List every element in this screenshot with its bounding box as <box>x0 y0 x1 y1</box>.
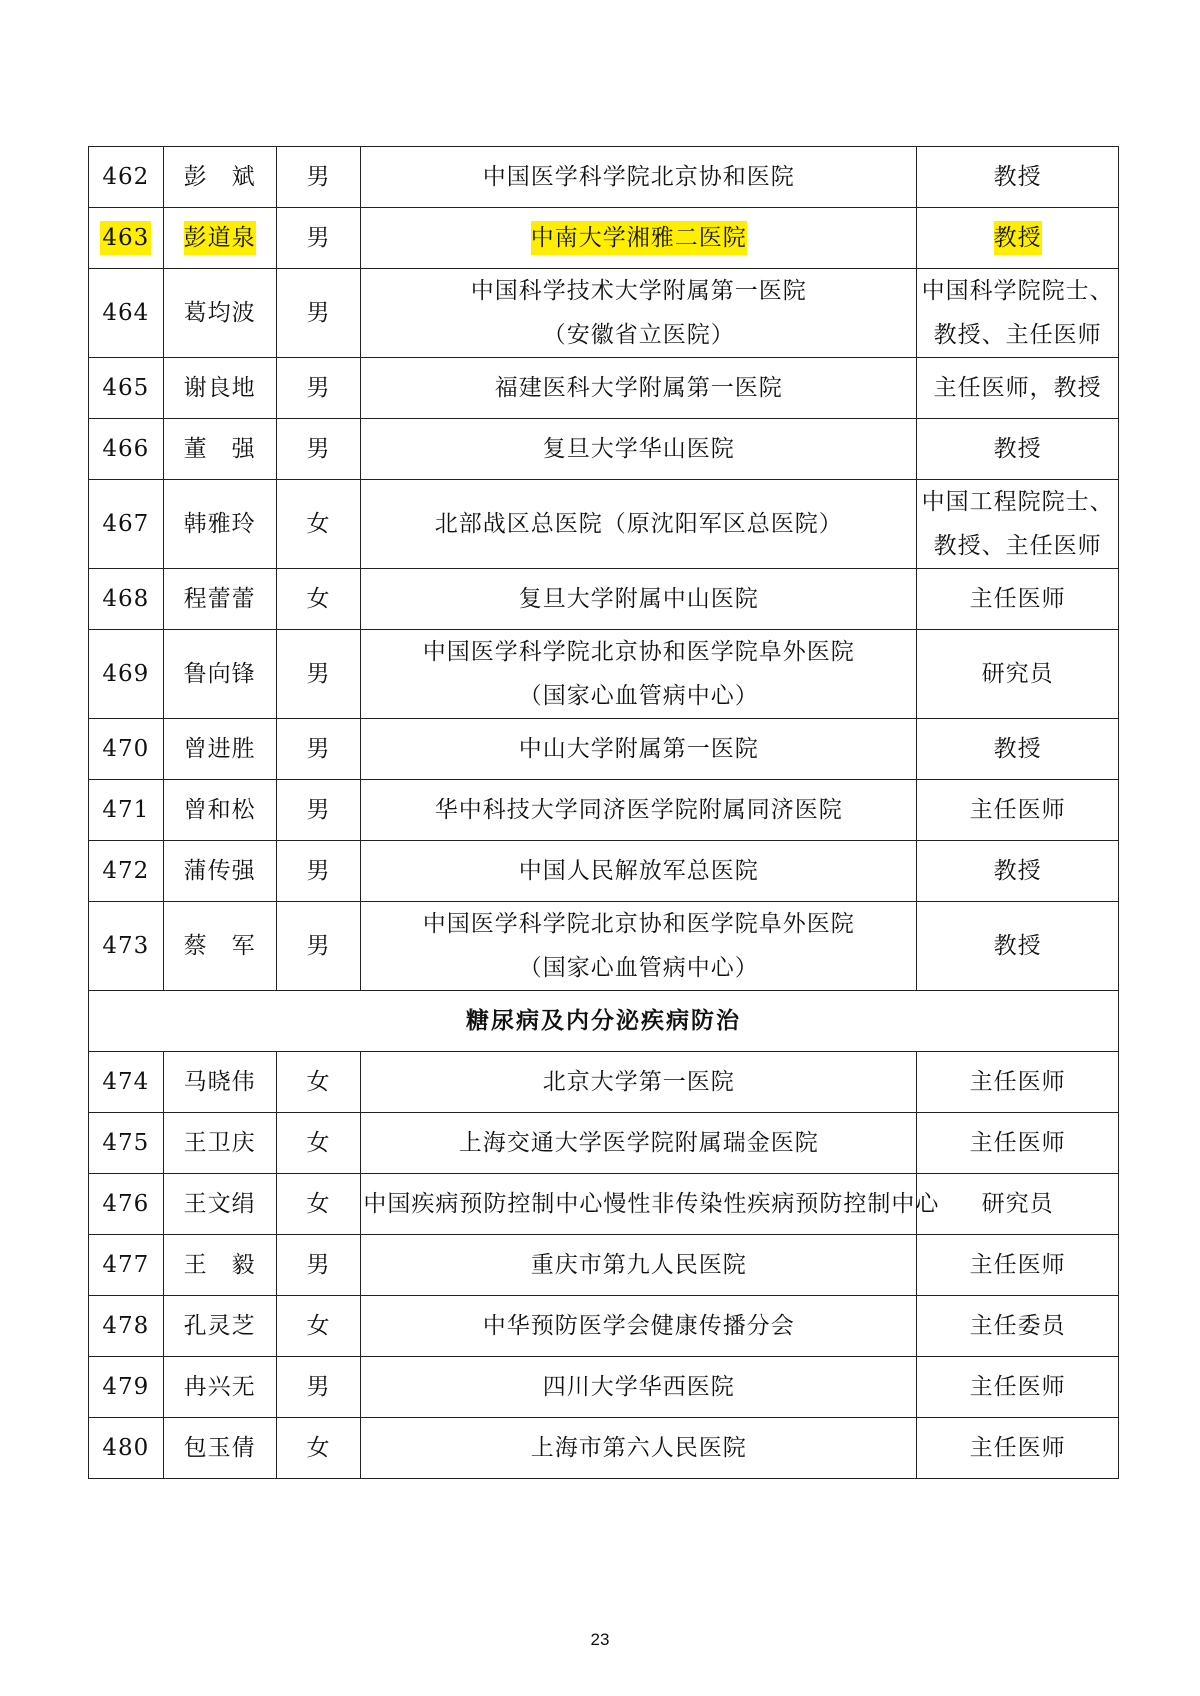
job-title <box>917 1357 1119 1418</box>
job-title-text: 教授、主任医师 <box>933 533 1102 559</box>
gender-text: 女 <box>306 1130 331 1156</box>
job-title <box>917 480 1119 569</box>
job-title <box>917 902 1119 991</box>
job-title-text: 研究员 <box>981 661 1054 687</box>
work-unit <box>361 1296 917 1357</box>
job-title-text: 主任医师，教授 <box>933 375 1102 401</box>
row-number-text: 463 <box>100 221 151 255</box>
job-title-text: 主任医师 <box>969 1435 1066 1461</box>
job-title-text: 主任医师 <box>969 1374 1066 1400</box>
gender-text: 男 <box>306 1374 331 1400</box>
table-row <box>89 208 1119 269</box>
row-number-text: 480 <box>102 1435 150 1461</box>
job-title-text: 教授 <box>993 858 1042 884</box>
table-row <box>89 1357 1119 1418</box>
row-number <box>89 630 164 719</box>
gender-text: 女 <box>306 1313 331 1339</box>
table-row <box>89 630 1119 719</box>
job-title-text: 教授 <box>994 221 1042 255</box>
gender-text: 女 <box>306 586 331 612</box>
table-row <box>89 1174 1119 1235</box>
job-title-text: 主任医师 <box>969 1069 1066 1095</box>
work-unit <box>361 780 917 841</box>
gender <box>276 1052 361 1113</box>
job-title-text: 主任医师 <box>969 586 1066 612</box>
work-unit-text: 中国疾病预防控制中心慢性非传染性疾病预防控制中心 <box>363 1191 940 1217</box>
person-name-text: 程蕾蕾 <box>183 586 256 612</box>
person-name-text: 彭 斌 <box>183 164 256 190</box>
work-unit-text: 北京大学第一医院 <box>542 1069 735 1095</box>
table-row <box>89 569 1119 630</box>
work-unit <box>361 1174 940 1235</box>
work-unit <box>361 1418 917 1479</box>
table-row <box>89 269 1119 358</box>
job-title-text: 教授 <box>993 933 1042 959</box>
person-name <box>163 569 276 630</box>
row-number <box>89 569 164 630</box>
person-name <box>163 208 276 269</box>
row-number <box>89 1296 164 1357</box>
person-name-text: 曾和松 <box>183 797 256 823</box>
row-number-text: 471 <box>102 797 150 823</box>
row-number <box>89 419 164 480</box>
row-number-text: 476 <box>102 1191 150 1217</box>
row-number <box>89 719 164 780</box>
gender <box>276 841 361 902</box>
gender <box>276 147 361 208</box>
gender <box>276 719 361 780</box>
person-name-text: 鲁向锋 <box>183 661 256 687</box>
job-title-text: 主任医师 <box>969 797 1066 823</box>
person-name-text: 曾进胜 <box>183 736 256 762</box>
work-unit <box>361 630 917 719</box>
job-title <box>917 1296 1119 1357</box>
gender <box>276 1174 361 1235</box>
row-number <box>89 841 164 902</box>
gender-text: 女 <box>306 511 331 537</box>
person-name-text: 王卫庆 <box>183 1130 256 1156</box>
work-unit-text: 中国医学科学院北京协和医学院阜外医院 <box>422 639 855 665</box>
row-number <box>89 208 164 269</box>
job-title-text: 教授 <box>993 164 1042 190</box>
row-number-text: 473 <box>102 933 150 959</box>
gender <box>276 1418 361 1479</box>
gender-text: 男 <box>306 436 331 462</box>
job-title <box>917 719 1119 780</box>
work-unit <box>361 719 917 780</box>
work-unit <box>361 419 917 480</box>
section-header-row <box>89 991 1119 1052</box>
table-row <box>89 419 1119 480</box>
work-unit-text: 华中科技大学同济医学院附属同济医院 <box>434 797 843 823</box>
person-name <box>163 269 276 358</box>
work-unit-text: 北部战区总医院（原沈阳军区总医院） <box>434 511 843 537</box>
person-name-text: 包玉倩 <box>183 1435 256 1461</box>
row-number-text: 466 <box>102 436 150 462</box>
gender <box>276 208 361 269</box>
job-title <box>917 208 1119 269</box>
person-name <box>163 1296 276 1357</box>
gender-text: 男 <box>306 300 331 326</box>
row-number-text: 465 <box>102 375 150 401</box>
table-row <box>89 902 1119 991</box>
work-unit-text: 复旦大学附属中山医院 <box>518 586 759 612</box>
work-unit-text: 复旦大学华山医院 <box>542 436 735 462</box>
row-number <box>89 1052 164 1113</box>
gender <box>276 269 361 358</box>
person-name <box>163 1235 276 1296</box>
gender-text: 女 <box>306 1191 331 1217</box>
row-number-text: 470 <box>102 736 150 762</box>
gender <box>276 630 361 719</box>
job-title <box>917 630 1119 719</box>
row-number <box>89 480 164 569</box>
gender <box>276 1113 361 1174</box>
work-unit-text: 重庆市第九人民医院 <box>530 1252 747 1278</box>
table-row <box>89 480 1119 569</box>
work-unit-text: 中国医学科学院北京协和医学院阜外医院 <box>422 911 855 937</box>
gender-text: 男 <box>306 375 331 401</box>
row-number <box>89 1174 164 1235</box>
job-title-text: 教授、主任医师 <box>933 322 1102 348</box>
row-number-text: 464 <box>102 300 150 326</box>
row-number <box>89 1113 164 1174</box>
person-name <box>163 147 276 208</box>
person-name-text: 彭道泉 <box>184 221 256 255</box>
person-name-text: 王 毅 <box>183 1252 256 1278</box>
work-unit <box>361 480 917 569</box>
work-unit-text: （国家心血管病中心） <box>518 683 759 709</box>
page-number: 23 <box>590 1630 610 1649</box>
job-title-text: 研究员 <box>981 1191 1054 1217</box>
person-name-text: 马晓伟 <box>183 1069 256 1095</box>
row-number-text: 479 <box>102 1374 150 1400</box>
person-name <box>163 1357 276 1418</box>
person-name-text: 葛均波 <box>183 300 256 326</box>
table-row <box>89 358 1119 419</box>
gender-text: 男 <box>306 164 331 190</box>
gender <box>276 480 361 569</box>
table-row <box>89 1235 1119 1296</box>
job-title <box>917 569 1119 630</box>
gender-text: 女 <box>306 1069 331 1095</box>
work-unit-text: （安徽省立医院） <box>542 322 735 348</box>
gender-text: 男 <box>306 933 331 959</box>
job-title <box>917 1052 1119 1113</box>
person-name <box>163 358 276 419</box>
table-row <box>89 1296 1119 1357</box>
person-name-text: 冉兴无 <box>183 1374 256 1400</box>
table-row <box>89 147 1119 208</box>
work-unit-text: 中国人民解放军总医院 <box>518 858 759 884</box>
table-row <box>89 780 1119 841</box>
job-title-text: 中国工程院院士、 <box>921 489 1114 515</box>
work-unit-text: 中南大学湘雅二医院 <box>531 221 747 255</box>
gender-text: 男 <box>306 736 331 762</box>
work-unit <box>361 1113 917 1174</box>
person-name <box>163 630 276 719</box>
gender <box>276 1357 361 1418</box>
table-row <box>89 1052 1119 1113</box>
work-unit <box>361 208 917 269</box>
work-unit-text: 中国科学技术大学附属第一医院 <box>470 278 807 304</box>
gender-text: 男 <box>306 1252 331 1278</box>
job-title-text: 教授 <box>993 736 1042 762</box>
row-number <box>89 1418 164 1479</box>
row-number <box>89 1357 164 1418</box>
gender <box>276 902 361 991</box>
person-name <box>163 902 276 991</box>
table-row <box>89 719 1119 780</box>
row-number-text: 474 <box>102 1069 150 1095</box>
work-unit-text: 中山大学附属第一医院 <box>518 736 759 762</box>
person-name-text: 蒲传强 <box>183 858 256 884</box>
person-name-text: 谢良地 <box>183 375 256 401</box>
gender <box>276 358 361 419</box>
row-number <box>89 780 164 841</box>
person-name <box>163 719 276 780</box>
gender-text: 男 <box>306 858 331 884</box>
work-unit <box>361 1235 917 1296</box>
roster-body-cardio <box>89 147 1119 991</box>
job-title <box>917 841 1119 902</box>
job-title <box>917 1235 1119 1296</box>
roster-body-diabetes <box>89 1052 1119 1479</box>
expert-roster-table <box>88 146 1119 1479</box>
row-number <box>89 147 164 208</box>
gender-text: 女 <box>306 1435 331 1461</box>
row-number-text: 477 <box>102 1252 150 1278</box>
job-title-text: 中国科学院院士、 <box>921 278 1114 304</box>
row-number-text: 478 <box>102 1313 150 1339</box>
work-unit <box>361 841 917 902</box>
roster-section <box>89 991 1119 1052</box>
gender-text: 男 <box>306 661 331 687</box>
job-title <box>917 780 1119 841</box>
gender <box>276 419 361 480</box>
person-name <box>163 480 276 569</box>
row-number-text: 475 <box>102 1130 150 1156</box>
gender <box>276 780 361 841</box>
job-title-text: 主任委员 <box>969 1313 1066 1339</box>
person-name <box>163 1174 276 1235</box>
job-title <box>917 1174 1119 1235</box>
work-unit-text: 上海交通大学医学院附属瑞金医院 <box>458 1130 819 1156</box>
table-row <box>89 1418 1119 1479</box>
row-number-text: 469 <box>102 661 150 687</box>
row-number <box>89 1235 164 1296</box>
gender-text: 男 <box>306 225 331 251</box>
gender <box>276 569 361 630</box>
person-name <box>163 1113 276 1174</box>
row-number-text: 462 <box>102 164 150 190</box>
person-name-text: 蔡 军 <box>183 933 256 959</box>
table-row <box>89 841 1119 902</box>
job-title <box>917 1418 1119 1479</box>
job-title-text: 主任医师 <box>969 1252 1066 1278</box>
person-name <box>163 419 276 480</box>
row-number-text: 467 <box>102 511 150 537</box>
work-unit <box>361 1357 917 1418</box>
row-number-text: 472 <box>102 858 150 884</box>
job-title-text: 主任医师 <box>969 1130 1066 1156</box>
person-name <box>163 1052 276 1113</box>
work-unit-text: 四川大学华西医院 <box>542 1374 735 1400</box>
row-number-text: 468 <box>102 586 150 612</box>
gender-text: 男 <box>306 797 331 823</box>
work-unit <box>361 1052 917 1113</box>
row-number <box>89 358 164 419</box>
person-name <box>163 1418 276 1479</box>
person-name-text: 孔灵芝 <box>183 1313 256 1339</box>
work-unit <box>361 569 917 630</box>
work-unit-text: 中国医学科学院北京协和医院 <box>482 164 795 190</box>
job-title <box>917 269 1119 358</box>
work-unit-text: （国家心血管病中心） <box>518 955 759 981</box>
work-unit <box>361 269 917 358</box>
person-name-text: 韩雅玲 <box>183 511 256 537</box>
section-title: 糖尿病及内分泌疾病防治 <box>89 991 1119 1052</box>
work-unit <box>361 147 917 208</box>
person-name-text: 王文绢 <box>183 1191 256 1217</box>
person-name-text: 董 强 <box>183 436 256 462</box>
job-title-text: 教授 <box>993 436 1042 462</box>
table-row <box>89 1113 1119 1174</box>
gender <box>276 1296 361 1357</box>
work-unit-text: 中华预防医学会健康传播分会 <box>482 1313 795 1339</box>
work-unit-text: 上海市第六人民医院 <box>530 1435 747 1461</box>
row-number <box>89 902 164 991</box>
work-unit <box>361 902 917 991</box>
job-title <box>917 1113 1119 1174</box>
work-unit <box>361 358 917 419</box>
row-number <box>89 269 164 358</box>
gender <box>276 1235 361 1296</box>
person-name <box>163 780 276 841</box>
work-unit-text: 福建医科大学附属第一医院 <box>494 375 783 401</box>
job-title <box>917 358 1119 419</box>
job-title <box>917 147 1119 208</box>
person-name <box>163 841 276 902</box>
job-title <box>917 419 1119 480</box>
